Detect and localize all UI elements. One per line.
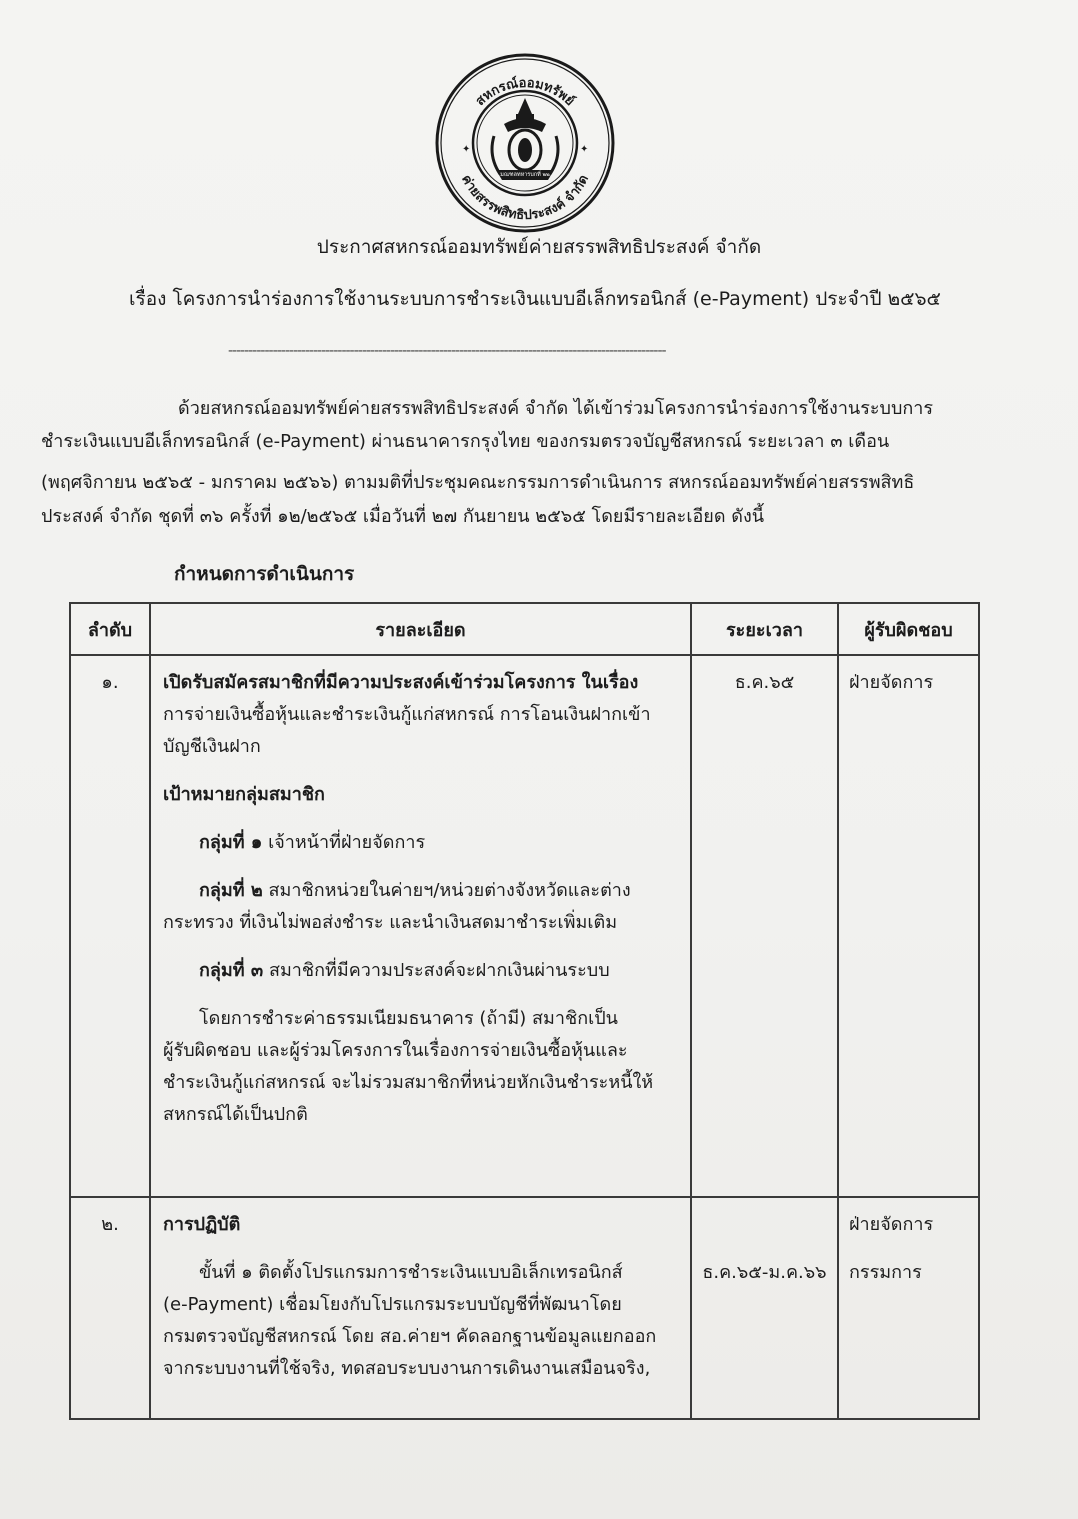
row2-heading: การปฏิบัติ (163, 1214, 241, 1235)
target-group-heading: เป้าหมายกลุ่มสมาชิก (163, 784, 325, 805)
table-row (70, 655, 979, 1197)
intro-line-3: (พฤศจิกายน ๒๕๖๕ - มกราคม ๒๕๖๖) ตามมติที่ประชุมคณะกรรมการดำเนินการ สหกรณ์ออมทรัพย์ค่ายสรรพสิทธิ (41, 472, 915, 493)
fee-note-line: โดยการชำระค่าธรรมเนียมธนาคาร (ถ้ามี) สมาชิกเป็น (199, 1008, 618, 1029)
intro-line-2: ชำระเงินแบบอีเล็กทรอนิกส์ (e-Payment) ผ่านธนาคารกรุงไทย ของกรมตรวจบัญชีสหกรณ์ ระยะเวลา ๓ เดือน (41, 431, 890, 452)
row1-text-line: บัญชีเงินฝาก (163, 736, 261, 757)
fee-note-line: สหกรณ์ได้เป็นปกติ (163, 1104, 308, 1125)
row1-heading: เปิดรับสมัครสมาชิกที่มีความประสงค์เข้าร่วมโครงการ ในเรื่อง (163, 672, 639, 693)
schedule-table (69, 602, 980, 1420)
intro-line-1: ด้วยสหกรณ์ออมทรัพย์ค่ายสรรพสิทธิประสงค์ จำกัด ได้เข้าร่วมโครงการนำร่องการใช้งานระบบการ (178, 398, 934, 419)
group-2-label: กลุ่มที่ ๒ (199, 880, 263, 901)
announcement-subject: เรื่อง โครงการนำร่องการใช้งานระบบการชำระเงินแบบอีเล็กทรอนิกส์ (e-Payment) ประจำปี ๒๕๖๕ (129, 288, 941, 310)
row-owner-2: กรรมการ (849, 1262, 922, 1283)
svg-text:✦: ✦ (580, 144, 589, 155)
group-2-item (163, 878, 690, 904)
dashed-divider: ------------------------------------------------------------------------------------------------------------ (228, 343, 666, 359)
group-1-item (163, 830, 690, 856)
row-detail (151, 656, 690, 1128)
table-row (70, 1197, 979, 1419)
seal-ribbon-text: มณฑลทหารบกที่ ๒๒ (500, 172, 550, 178)
row2-text-line: จากระบบงานที่ใช้จริง, ทดสอบระบบงานการเดินงานเสมือนจริง, (163, 1358, 651, 1379)
schedule-heading: กำหนดการดำเนินการ (174, 563, 355, 585)
table-header-row (70, 603, 979, 655)
intro-line-4: ประสงค์ จำกัด ชุดที่ ๓๖ ครั้งที่ ๑๒/๒๕๖๕ เมื่อวันที่ ๒๗ กันยายน ๒๕๖๕ โดยมีรายละเอียด ดังนี้ (41, 506, 765, 527)
seal-bottom-text: ค่ายสรรพสิทธิประสงค์ จำกัด (458, 172, 592, 224)
group-3-label: กลุ่มที่ ๓ (199, 960, 264, 981)
row2-text-line: ขั้นที่ ๑ ติดตั้งโปรแกรมการชำระเงินแบบอิเล็กเทรอนิกส์ (199, 1262, 623, 1283)
row2-text-line: กรมตรวจบัญชีสหกรณ์ โดย สอ.ค่ายฯ คัดลอกฐานข้อมูลแยกออก (163, 1326, 657, 1347)
group-2-continuation: กระทรวง ที่เงินไม่พอส่งชำระ และนำเงินสดมาชำระเพิ่มเติม (163, 912, 618, 933)
row-detail (151, 1198, 690, 1382)
row-number: ๑. (101, 672, 119, 693)
column-header-owner: ผู้รับผิดชอบ (838, 603, 979, 655)
row2-text-line: (e-Payment) เชื่อมโยงกับโปรแกรมระบบบัญชีที่พัฒนาโดย (163, 1294, 622, 1315)
group-1-label: กลุ่มที่ ๑ (199, 832, 263, 853)
row-number: ๒. (101, 1214, 119, 1235)
row-period: ธ.ค.๖๕-ม.ค.๖๖ (702, 1262, 827, 1283)
seal-top-text: สหกรณ์ออมทรัพย์ (472, 75, 578, 110)
row-owner: ฝ่ายจัดการ (849, 672, 934, 693)
group-2-text: สมาชิกหน่วยในค่ายฯ/หน่วยต่างจังหวัดและต่าง (262, 880, 631, 901)
svg-text:ค่ายสรรพสิทธิประสงค์ จำกัด (458, 173, 592, 223)
column-header-no: ลำดับ (70, 603, 150, 655)
row1-text-line: การจ่ายเงินซื้อหุ้นและชำระเงินกู้แก่สหกรณ์ การโอนเงินฝากเข้า (163, 704, 651, 725)
column-header-detail: รายละเอียด (150, 603, 691, 655)
announcement-title: ประกาศสหกรณ์ออมทรัพย์ค่ายสรรพสิทธิประสงค์ จำกัด (316, 236, 762, 258)
fee-note-line: ชำระเงินกู้แก่สหกรณ์ จะไม่รวมสมาชิกที่หน่วยหักเงินชำระหนี้ให้ (163, 1072, 654, 1093)
svg-text:✦: ✦ (462, 144, 471, 155)
row-period: ธ.ค.๖๕ (734, 672, 795, 693)
group-3-item (163, 958, 690, 984)
column-header-period: ระยะเวลา (691, 603, 838, 655)
cooperative-seal-logo (434, 52, 616, 234)
group-3-text: สมาชิกที่มีความประสงค์จะฝากเงินผ่านระบบ (263, 960, 610, 981)
group-1-text: เจ้าหน้าที่ฝ่ายจัดการ (262, 832, 426, 853)
row-owner-1: ฝ่ายจัดการ (849, 1214, 934, 1235)
fee-note-line: ผู้รับผิดชอบ และผู้ร่วมโครงการในเรื่องการจ่ายเงินซื้อหุ้นและ (163, 1040, 628, 1061)
